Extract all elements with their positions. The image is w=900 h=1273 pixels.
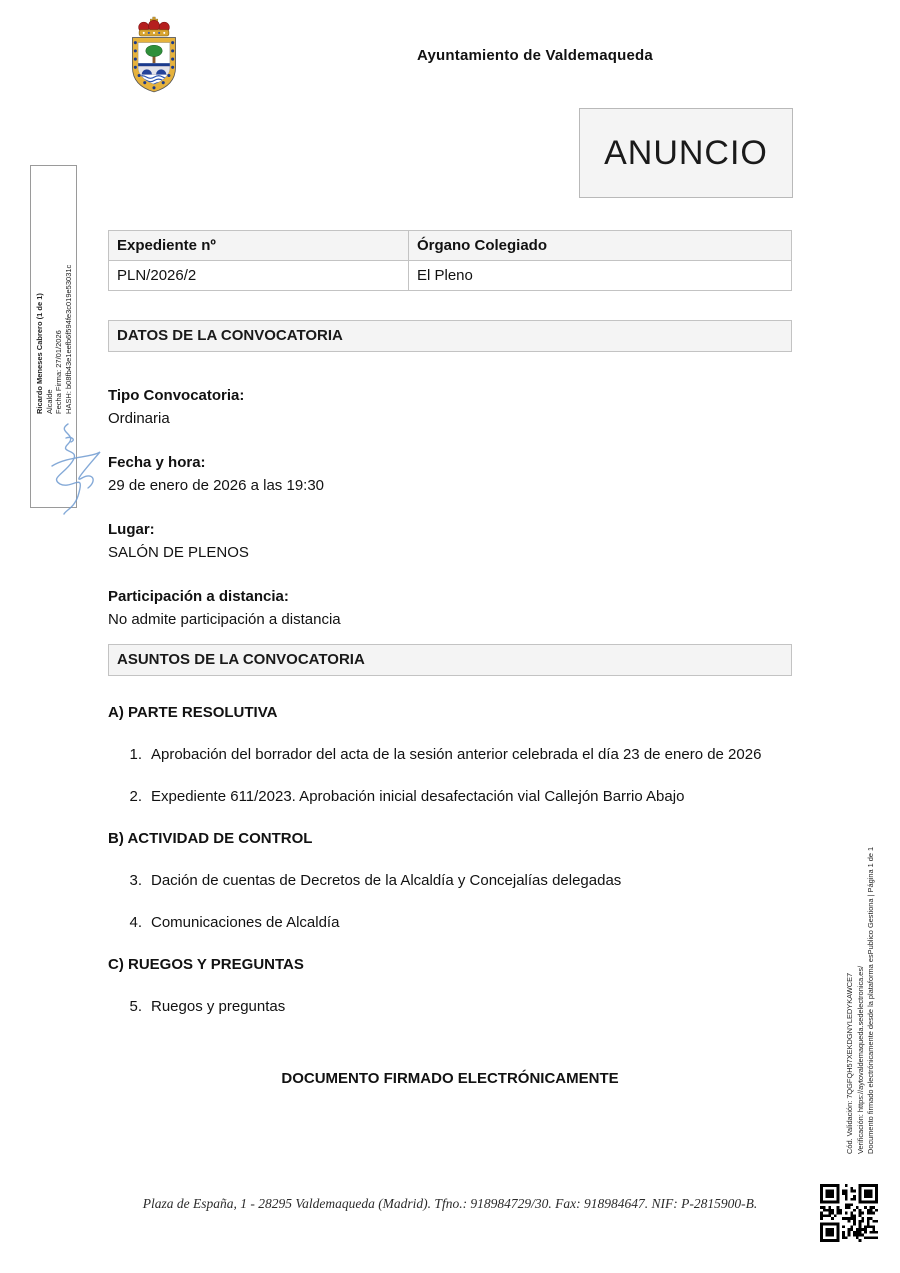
table-header-row xyxy=(109,231,792,261)
agenda-item-2-text: Expediente 611/2023. Aprobación inicial desafectación vial Callejón Barrio Abajo xyxy=(151,788,685,805)
section-header-datos: DATOS DE LA CONVOCATORIA xyxy=(108,320,792,352)
validation-code: Cód. Validación: 7QGFQH57XEKDGNYLEDYKAWCE7 xyxy=(845,972,854,1154)
signer-name: Ricardo Meneses Cabrero (1 de 1) xyxy=(35,293,44,414)
field-fecha-label: Fecha y hora: xyxy=(108,454,206,471)
verification-url: Verificación: https://aytovaldemaqueda.sedelectronica.es/ xyxy=(855,965,865,1154)
agenda-group-c-heading: C) RUEGOS Y PREGUNTAS xyxy=(108,956,304,973)
agenda-item-5-text: Ruegos y preguntas xyxy=(151,998,286,1015)
signer-date: Fecha Firma: 27/01/2026 xyxy=(54,330,64,414)
anuncio-label: ANUNCIO xyxy=(604,133,768,172)
convocatoria-fields xyxy=(108,384,792,652)
validation-stamp xyxy=(845,782,879,1154)
section-header-asuntos: ASUNTOS DE LA CONVOCATORIA xyxy=(108,644,792,676)
qr-code-icon xyxy=(820,1184,878,1242)
expediente-table xyxy=(108,230,792,291)
agenda xyxy=(108,702,792,1038)
agenda-item-3-number: 3. xyxy=(129,872,142,889)
electronic-signature-note: DOCUMENTO FIRMADO ELECTRÓNICAMENTE xyxy=(281,1070,619,1087)
footer-address: Plaza de España, 1 - 28295 Valdemaqueda (Madrid). Tfno.: 918984729/30. Fax: 918984647. NIF: P-2815900-B. xyxy=(142,1196,758,1211)
expediente-value-cell: PLN/2026/2 xyxy=(109,261,409,291)
agenda-group-b-heading: B) ACTIVIDAD DE CONTROL xyxy=(108,830,313,847)
agenda-item-1 xyxy=(108,744,792,766)
agenda-item-5-number: 5. xyxy=(129,998,142,1015)
agenda-item-2-number: 2. xyxy=(129,788,142,805)
agenda-item-1-number: 1. xyxy=(129,746,142,763)
organo-value-cell: El Pleno xyxy=(409,261,792,291)
signer-hash: HASH: b08fb43e1eefb6f594fe3c019e53031c xyxy=(63,264,73,414)
field-tipo xyxy=(108,384,792,430)
agenda-group-a-heading: A) PARTE RESOLUTIVA xyxy=(108,704,278,721)
expediente-header-cell: Expediente nº xyxy=(109,231,409,261)
field-participacion-value: No admite participación a distancia xyxy=(108,611,341,628)
signer-role: Alcalde xyxy=(44,389,54,414)
platform-note: Documento firmado electrónicamente desde la plataforma esPublico Gestiona | Página 1 de 1 xyxy=(866,846,876,1154)
coat-of-arms-icon xyxy=(122,16,186,96)
field-tipo-label: Tipo Convocatoria: xyxy=(108,387,245,404)
organo-header-cell: Órgano Colegiado xyxy=(409,231,792,261)
agenda-item-3-text: Dación de cuentas de Decretos de la Alcaldía y Concejalías delegadas xyxy=(151,872,622,889)
agenda-item-1-text: Aprobación del borrador del acta de la sesión anterior celebrada el día 23 de enero de 2026 xyxy=(151,746,762,763)
agenda-item-4 xyxy=(108,912,792,934)
field-tipo-value: Ordinaria xyxy=(108,410,170,427)
field-fecha xyxy=(108,451,792,497)
table-row xyxy=(109,261,792,291)
agenda-item-5 xyxy=(108,996,792,1018)
handwritten-signature-icon xyxy=(38,418,116,516)
field-participacion-label: Participación a distancia: xyxy=(108,588,289,605)
field-participacion xyxy=(108,585,792,631)
agenda-item-4-number: 4. xyxy=(129,914,142,931)
anuncio-banner xyxy=(579,108,793,198)
agenda-item-2 xyxy=(108,786,792,808)
validation-stamp-text xyxy=(845,782,879,1154)
field-lugar-value: SALÓN DE PLENOS xyxy=(108,544,249,561)
agenda-item-4-text: Comunicaciones de Alcaldía xyxy=(151,914,340,931)
agenda-item-3 xyxy=(108,870,792,892)
field-fecha-value: 29 de enero de 2026 a las 19:30 xyxy=(108,477,325,494)
page-title: Ayuntamiento de Valdemaqueda xyxy=(417,47,653,64)
field-lugar xyxy=(108,518,792,564)
field-lugar-label: Lugar: xyxy=(108,521,155,538)
